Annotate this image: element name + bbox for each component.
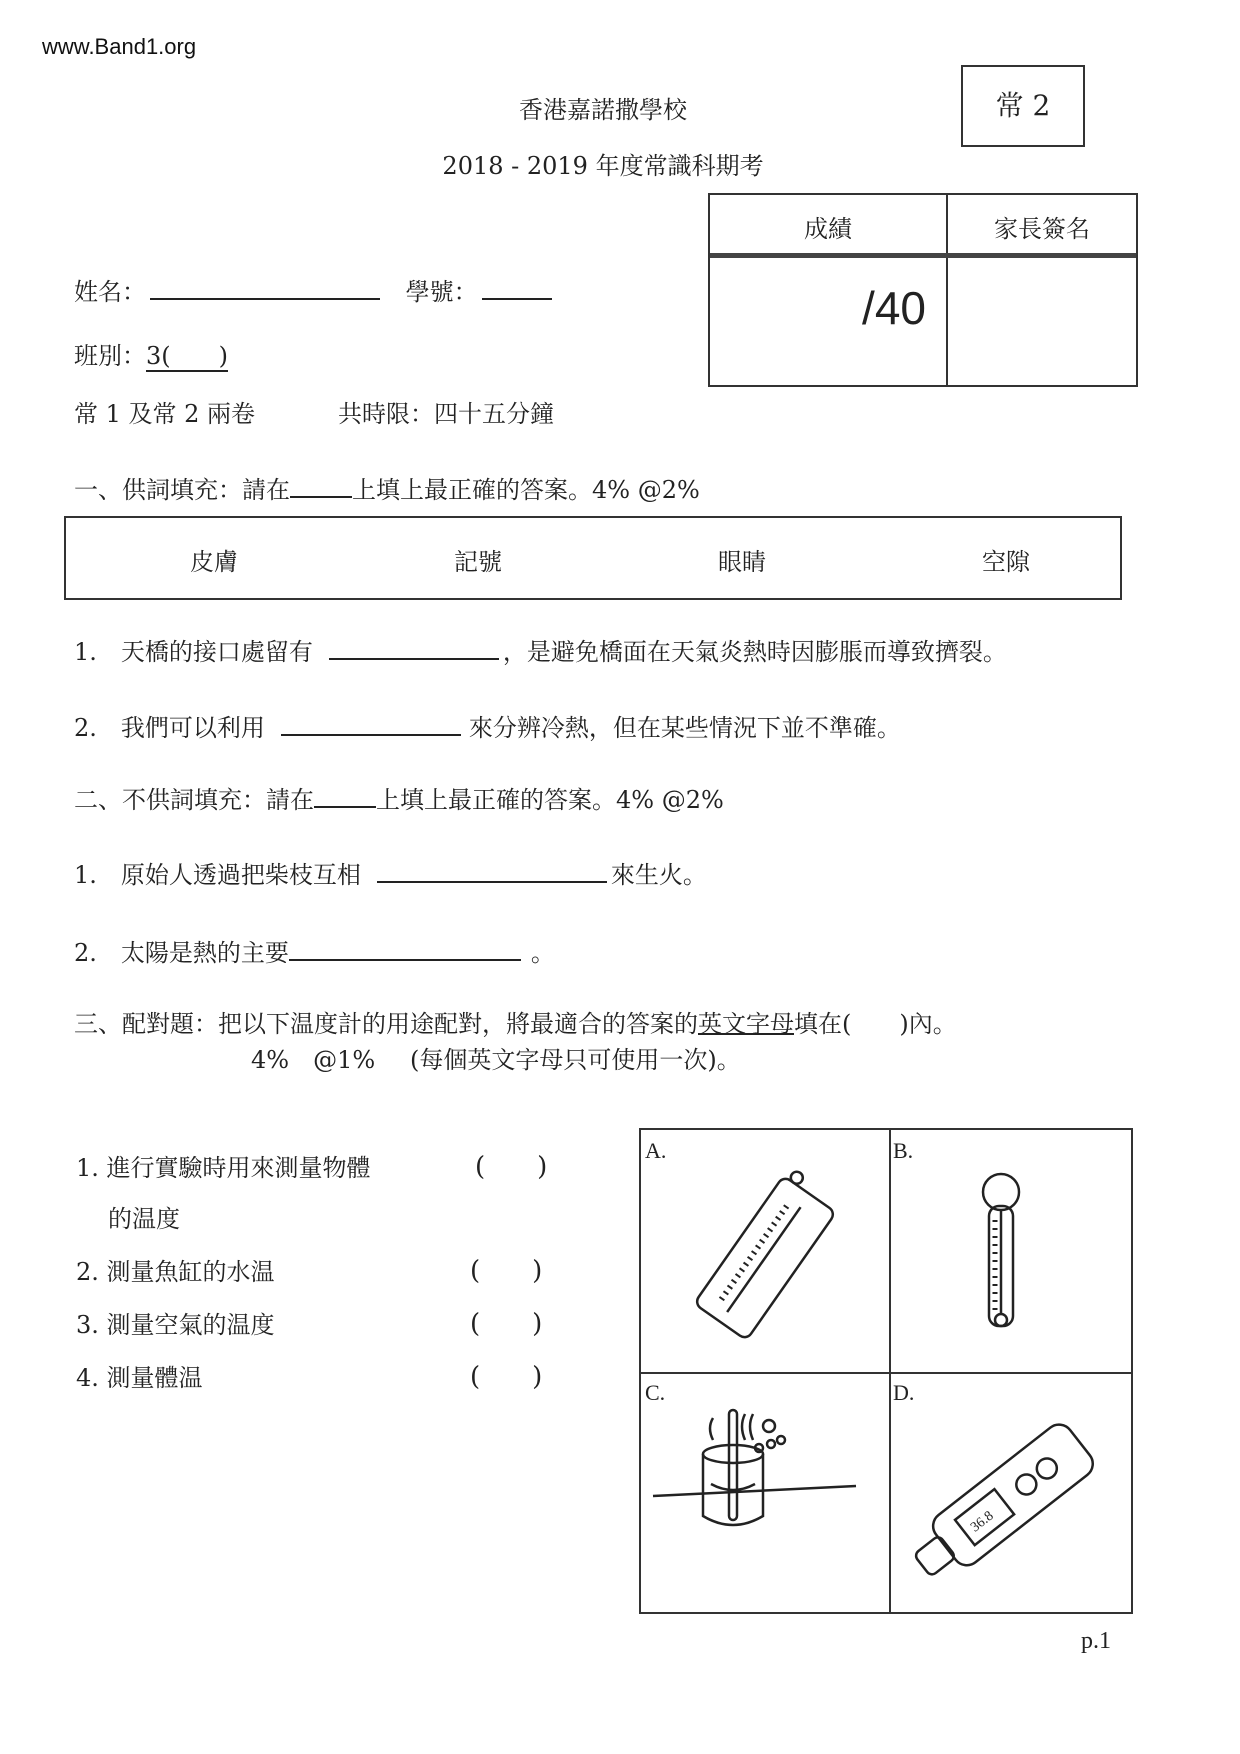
digital-thermometer-icon: [889, 1374, 1131, 1612]
question-text: 1. 原始人透過把柴枝互相: [74, 861, 361, 889]
matching-item-1: 1. 進行實驗時用來測量物體: [76, 1154, 371, 1182]
section3-title-post: 填在( )內。: [794, 1010, 957, 1038]
section3-title-pre: 三、配對題：把以下温度計的用途配對，將最適合的答案的: [74, 1010, 698, 1038]
answer-parens[interactable]: ( ): [470, 1362, 543, 1392]
wall-thermometer-icon: [641, 1130, 889, 1372]
blank-sample: [290, 495, 352, 498]
section1-title: [74, 470, 700, 505]
answer-blank[interactable]: [377, 880, 607, 883]
answer-blank[interactable]: [289, 958, 521, 961]
question-text: 來生火。: [610, 861, 707, 889]
question-text: 。: [530, 939, 555, 967]
name-label: 姓名：: [74, 278, 146, 306]
section2-title-pre: 二、不供詞填充：請在: [74, 786, 314, 814]
word-bank: [64, 516, 1122, 600]
matching-item-2: 2. 測量魚缸的水温: [76, 1258, 275, 1286]
exam-title: 2018 - 2019 年度常識科期考: [442, 152, 764, 180]
watermark: www.Band1.org: [42, 34, 197, 59]
answer-parens[interactable]: ( ): [470, 1309, 543, 1339]
section3-title: [74, 1004, 957, 1039]
section2-question-1: [74, 855, 707, 890]
option-label-d: D.: [893, 1380, 915, 1405]
class-label: 班別：: [74, 342, 146, 370]
display-reading: 36.8: [968, 1508, 997, 1536]
section3-title-underlined: 英文字母: [698, 1010, 794, 1038]
answer-parens[interactable]: ( ): [475, 1152, 548, 1182]
class-field[interactable]: 3( ): [146, 342, 228, 370]
answer-blank[interactable]: [281, 733, 461, 736]
papers-info: 常 1 及常 2 兩卷: [74, 400, 256, 428]
section1-question-2: [74, 708, 901, 743]
signature-header: 家長簽名: [994, 215, 1090, 243]
name-row: [74, 272, 556, 307]
question-text: 2. 我們可以利用: [74, 714, 265, 742]
question-text: 來分辨冷熱，但在某些情況下並不準確。: [468, 714, 901, 742]
answer-parens[interactable]: ( ): [470, 1256, 543, 1286]
section2-question-2: [74, 933, 555, 968]
thermometer-grid: [639, 1128, 1133, 1614]
section1-question-1: [74, 632, 1007, 667]
word-bank-item: 空隙: [982, 548, 1030, 576]
name-field[interactable]: [150, 297, 380, 300]
page-number: p.1: [1081, 1628, 1111, 1654]
time-limit: 共時限：四十五分鐘: [338, 400, 554, 428]
class-row: [74, 336, 228, 371]
section1-title-pre: 一、供詞填充：請在: [74, 476, 290, 504]
section3-marks: 4% @1%: [251, 1046, 376, 1074]
word-bank-item: 皮膚: [190, 548, 238, 576]
question-text: 2. 太陽是熱的主要: [74, 939, 289, 967]
paper-code-box: [961, 65, 1085, 147]
matching-item-3: 3. 測量空氣的温度: [76, 1311, 275, 1339]
word-bank-item: 眼睛: [718, 548, 766, 576]
section2-title-post: 上填上最正確的答案。4% @2%: [376, 786, 724, 814]
score-total: /40: [862, 282, 926, 334]
blank-sample: [314, 805, 376, 808]
student-number-label: 學號：: [405, 278, 478, 306]
score-table: [708, 193, 1138, 387]
question-text: ，是避免橋面在天氣炎熱時因膨脹而導致擠裂。: [502, 638, 1007, 666]
question-text: 1. 天橋的接口處留有: [74, 638, 313, 666]
student-number-field[interactable]: [482, 297, 552, 300]
school-name: 香港嘉諾撒學校: [519, 96, 687, 124]
section3-note: (每個英文字母只可使用一次)。: [410, 1046, 741, 1074]
option-label-b: B.: [893, 1138, 914, 1163]
lab-thermometer-icon: [641, 1374, 889, 1612]
option-label-a: A.: [645, 1138, 667, 1163]
section1-title-post: 上填上最正確的答案。4% @2%: [352, 476, 700, 504]
section2-title: [74, 780, 724, 815]
option-label-c: C.: [645, 1380, 666, 1405]
matching-item-1-cont: 的温度: [108, 1205, 180, 1233]
answer-blank[interactable]: [329, 657, 499, 660]
word-bank-item: 記號: [454, 548, 502, 576]
matching-item-4: 4. 測量體温: [76, 1364, 203, 1392]
score-header: 成績: [804, 215, 852, 243]
paper-code: 常 2: [995, 89, 1051, 122]
aquarium-thermometer-icon: [889, 1130, 1131, 1372]
signature-field[interactable]: [948, 259, 1136, 385]
